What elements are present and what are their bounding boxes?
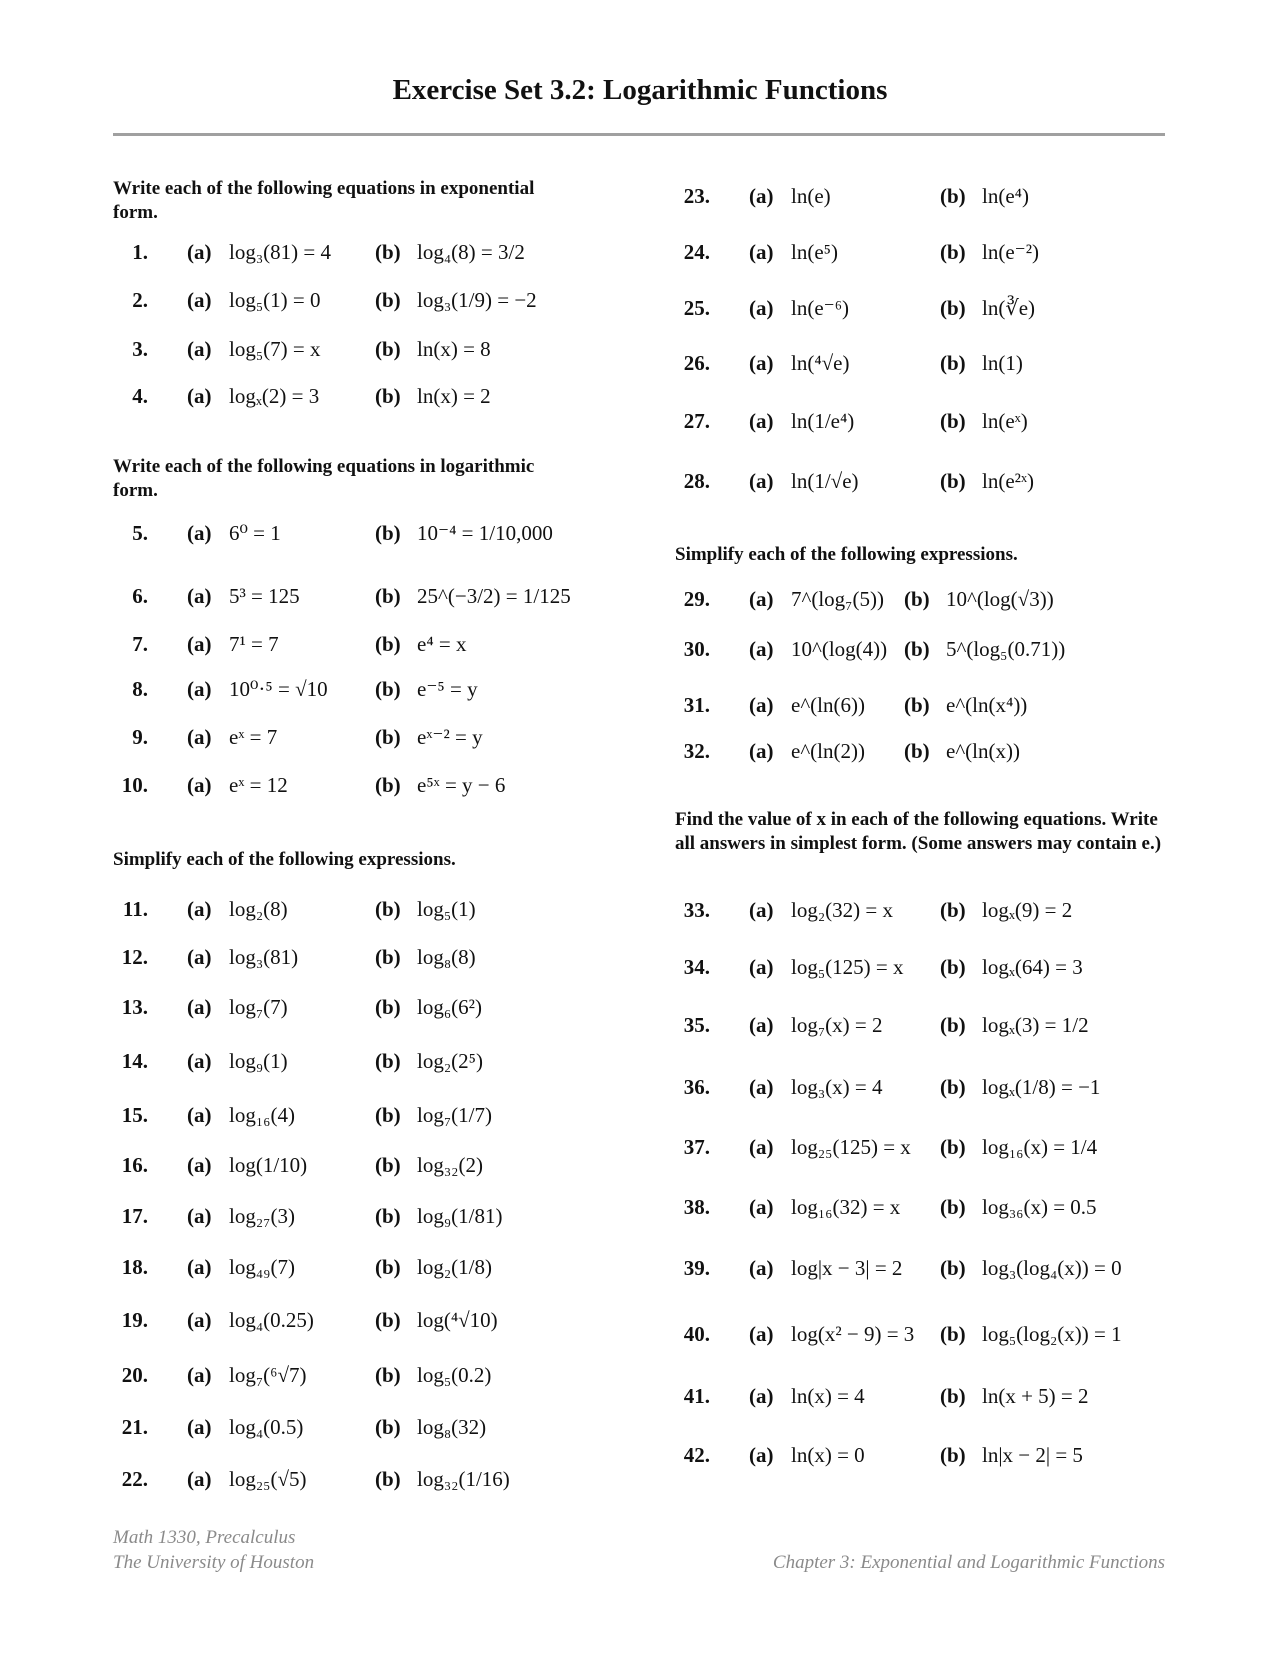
problem-31: [670, 693, 1190, 723]
part-a-label: (a): [749, 240, 774, 264]
part-a-expression: log₇(7): [229, 995, 288, 1019]
part-b-label: (b): [940, 240, 966, 264]
part-b-label: (b): [940, 1013, 966, 1037]
problem-33: [670, 898, 1190, 928]
part-b-label: (b): [375, 1467, 401, 1491]
problem-42: [670, 1443, 1190, 1473]
problem-37: [670, 1135, 1190, 1165]
problem-number: 24.: [683, 240, 710, 264]
footer-course: Math 1330, Precalculus: [113, 1527, 296, 1548]
part-b-label: (b): [375, 725, 401, 749]
problem-number: 1.: [132, 240, 148, 264]
part-b-label: (b): [940, 409, 966, 433]
problem-12: [108, 945, 628, 975]
part-b-expression: log(⁴√10): [417, 1308, 498, 1332]
part-b-label: (b): [940, 1443, 966, 1467]
problem-40: [670, 1322, 1190, 1352]
part-a-expression: log₂(8): [229, 897, 288, 921]
part-b-expression: e⁴ = x: [417, 632, 467, 656]
part-b-label: (b): [375, 288, 401, 312]
problem-number: 23.: [683, 184, 710, 208]
footer-left: [113, 1525, 314, 1575]
part-b-label: (b): [375, 337, 401, 361]
part-a-expression: 6⁰ = 1: [229, 521, 281, 545]
part-a-label: (a): [187, 773, 212, 797]
problem-number: 26.: [683, 351, 710, 375]
part-a-label: (a): [187, 1415, 212, 1439]
problem-number: 27.: [683, 409, 710, 433]
part-a-label: (a): [749, 898, 774, 922]
footer-right: Chapter 3: Exponential and Logarithmic Functions: [772, 1552, 1165, 1573]
part-b-label: (b): [940, 1135, 966, 1159]
part-b-label: (b): [375, 1255, 401, 1279]
problem-number: 21.: [121, 1415, 148, 1439]
part-a-label: (a): [187, 1467, 212, 1491]
problem-number: 36.: [683, 1075, 710, 1099]
part-b-label: (b): [940, 1256, 966, 1280]
problem-number: 37.: [683, 1135, 710, 1159]
problem-4: [108, 384, 628, 414]
part-a-expression: log₄(0.5): [229, 1415, 304, 1439]
part-a-expression: e^(ln(2)): [791, 739, 865, 763]
problem-9: [108, 725, 628, 755]
part-b-expression: log₃(1/9) = −2: [417, 288, 537, 312]
footer-university: The University of Houston: [113, 1552, 315, 1573]
part-a-expression: ln(1/√e): [791, 469, 859, 493]
part-a-label: (a): [187, 288, 212, 312]
problem-1: [108, 240, 628, 270]
problem-15: [108, 1103, 628, 1133]
part-b-label: (b): [904, 587, 930, 611]
part-b-expression: 5^(log₅(0.71)): [946, 637, 1066, 661]
section-instruction-1: Write each of the following equations in exponential form.: [113, 178, 535, 223]
part-a-expression: log₁₆(4): [229, 1103, 295, 1127]
part-a-label: (a): [749, 469, 774, 493]
problem-number: 40.: [683, 1322, 710, 1346]
problem-number: 2.: [132, 288, 148, 312]
problem-27: [670, 409, 1190, 439]
part-b-label: (b): [940, 898, 966, 922]
part-a-expression: log₁₆(32) = x: [791, 1195, 901, 1219]
part-a-label: (a): [749, 1256, 774, 1280]
part-a-expression: e^(ln(6)): [791, 693, 865, 717]
part-a-label: (a): [187, 521, 212, 545]
part-a-label: (a): [749, 296, 774, 320]
part-b-expression: logₓ(9) = 2: [982, 898, 1073, 922]
part-a-expression: ln(e⁵): [791, 240, 838, 264]
part-b-label: (b): [904, 637, 930, 661]
problem-number: 10.: [121, 773, 148, 797]
part-b-expression: log₇(1/7): [417, 1103, 492, 1127]
part-a-expression: log₉(1): [229, 1049, 288, 1073]
part-b-expression: logₓ(1/8) = −1: [982, 1075, 1101, 1099]
part-b-expression: ln|x − 2| = 5: [982, 1443, 1083, 1467]
part-a-label: (a): [187, 995, 212, 1019]
problem-number: 6.: [132, 584, 148, 608]
problem-number: 42.: [683, 1443, 710, 1467]
part-b-label: (b): [940, 1384, 966, 1408]
problem-41: [670, 1384, 1190, 1414]
problem-number: 41.: [683, 1384, 710, 1408]
part-b-label: (b): [375, 1153, 401, 1177]
problem-number: 5.: [132, 521, 148, 545]
part-b-expression: ln(∛e): [982, 296, 1036, 320]
part-b-label: (b): [375, 1415, 401, 1439]
part-b-label: (b): [904, 693, 930, 717]
problem-11: [108, 897, 628, 927]
problem-35: [670, 1013, 1190, 1043]
part-a-label: (a): [749, 1322, 774, 1346]
part-b-label: (b): [375, 632, 401, 656]
problem-17: [108, 1204, 628, 1234]
part-b-expression: e⁵ˣ = y − 6: [417, 773, 506, 797]
part-b-expression: eˣ⁻² = y: [417, 725, 483, 749]
problem-number: 9.: [132, 725, 148, 749]
part-a-expression: log(1/10): [229, 1153, 308, 1177]
part-a-expression: eˣ = 12: [229, 773, 288, 797]
part-b-expression: ln(x + 5) = 2: [982, 1384, 1089, 1408]
section-instruction-2: Write each of the following equations in logarithmic form.: [113, 456, 535, 501]
part-a-label: (a): [749, 1384, 774, 1408]
part-a-expression: ln(x) = 0: [791, 1443, 865, 1467]
problem-number: 3.: [132, 337, 148, 361]
problem-number: 22.: [121, 1467, 148, 1491]
part-a-expression: log₄₉(7): [229, 1255, 295, 1279]
problem-number: 17.: [121, 1204, 148, 1228]
section-instruction-3: Simplify each of the following expressions.: [113, 849, 456, 870]
problem-number: 11.: [122, 897, 148, 921]
problem-2: [108, 288, 628, 318]
part-a-expression: logₓ(2) = 3: [229, 384, 320, 408]
section-instruction-5: Find the value of x in each of the following equations. Write all answers in simplest form. (Some answers may contain e.): [675, 809, 1162, 854]
part-b-label: (b): [375, 945, 401, 969]
problem-7: [108, 632, 628, 662]
problem-10: [108, 773, 628, 803]
problem-24: [670, 240, 1190, 270]
part-a-label: (a): [749, 351, 774, 375]
part-a-expression: log₃(x) = 4: [791, 1075, 883, 1099]
problem-6: [108, 584, 628, 614]
part-b-label: (b): [375, 240, 401, 264]
problem-number: 35.: [683, 1013, 710, 1037]
part-b-expression: e⁻⁵ = y: [417, 677, 478, 701]
part-a-expression: log|x − 3| = 2: [791, 1256, 903, 1280]
part-b-label: (b): [375, 897, 401, 921]
part-a-label: (a): [749, 1195, 774, 1219]
part-b-expression: ln(x) = 2: [417, 384, 491, 408]
part-b-expression: log₉(1/81): [417, 1204, 503, 1228]
part-b-label: (b): [375, 1308, 401, 1332]
part-a-expression: log(x² − 9) = 3: [791, 1322, 915, 1346]
part-a-expression: log₃(81): [229, 945, 299, 969]
problem-38: [670, 1195, 1190, 1225]
part-b-expression: ln(x) = 8: [417, 337, 491, 361]
part-a-expression: eˣ = 7: [229, 725, 278, 749]
part-a-expression: log₃(81) = 4: [229, 240, 331, 264]
problem-number: 20.: [121, 1363, 148, 1387]
problem-16: [108, 1153, 628, 1183]
part-a-label: (a): [749, 587, 774, 611]
problem-number: 18.: [121, 1255, 148, 1279]
part-b-expression: log₅(0.2): [417, 1363, 492, 1387]
problem-number: 31.: [683, 693, 710, 717]
part-b-expression: log₆(6²): [417, 995, 482, 1019]
part-b-label: (b): [375, 584, 401, 608]
part-a-expression: log₅(1) = 0: [229, 288, 321, 312]
problem-25: [670, 296, 1190, 326]
problem-36: [670, 1075, 1190, 1105]
part-b-label: (b): [375, 995, 401, 1019]
problem-20: [108, 1363, 628, 1393]
part-b-expression: 10^(log(√3)): [946, 587, 1054, 611]
part-b-label: (b): [940, 469, 966, 493]
problem-number: 33.: [683, 898, 710, 922]
part-b-expression: log₁₆(x) = 1/4: [982, 1135, 1098, 1159]
part-b-expression: ln(1): [982, 351, 1023, 375]
part-b-expression: ln(e²ˣ): [982, 469, 1035, 493]
problem-number: 15.: [121, 1103, 148, 1127]
problem-32: [670, 739, 1190, 769]
part-a-label: (a): [187, 584, 212, 608]
problem-28: [670, 469, 1190, 499]
part-a-label: (a): [187, 677, 212, 701]
part-a-expression: ln(e⁻⁶): [791, 296, 850, 320]
part-b-label: (b): [940, 351, 966, 375]
part-a-label: (a): [749, 184, 774, 208]
part-b-label: (b): [940, 296, 966, 320]
part-a-expression: log₂(32) = x: [791, 898, 893, 922]
part-a-label: (a): [187, 725, 212, 749]
part-b-expression: log₅(1): [417, 897, 476, 921]
problem-19: [108, 1308, 628, 1338]
problem-3: [108, 337, 628, 367]
part-b-expression: log₃₂(2): [417, 1153, 483, 1177]
part-a-label: (a): [187, 337, 212, 361]
problem-number: 30.: [683, 637, 710, 661]
part-a-expression: log₅(7) = x: [229, 337, 321, 361]
problem-number: 32.: [683, 739, 710, 763]
problem-number: 13.: [121, 995, 148, 1019]
problem-number: 4.: [132, 384, 148, 408]
part-b-expression: ln(eˣ): [982, 409, 1028, 433]
part-a-expression: ln(e): [791, 184, 831, 208]
problem-34: [670, 955, 1190, 985]
part-a-label: (a): [749, 1075, 774, 1099]
part-a-label: (a): [749, 409, 774, 433]
part-a-label: (a): [187, 897, 212, 921]
part-b-label: (b): [904, 739, 930, 763]
problem-29: [670, 587, 1190, 617]
part-b-expression: ln(e⁻²): [982, 240, 1040, 264]
part-b-expression: log₃(log₄(x)) = 0: [982, 1256, 1122, 1280]
problem-23: [670, 184, 1190, 214]
part-b-expression: log₈(8): [417, 945, 476, 969]
part-a-label: (a): [187, 1255, 212, 1279]
part-a-label: (a): [749, 1013, 774, 1037]
section-instruction-4: Simplify each of the following expressions.: [675, 544, 1018, 565]
part-a-expression: log₅(125) = x: [791, 955, 904, 979]
part-b-label: (b): [375, 1204, 401, 1228]
part-b-expression: log₈(32): [417, 1415, 487, 1439]
problem-13: [108, 995, 628, 1025]
part-b-expression: ln(e⁴): [982, 184, 1029, 208]
problem-18: [108, 1255, 628, 1285]
part-a-expression: 10⁰·⁵ = √10: [229, 677, 328, 701]
part-a-expression: log₂₅(125) = x: [791, 1135, 911, 1159]
problem-number: 29.: [683, 587, 710, 611]
part-a-label: (a): [187, 240, 212, 264]
page-title: Exercise Set 3.2: Logarithmic Functions: [392, 74, 888, 106]
part-a-label: (a): [187, 1103, 212, 1127]
problem-22: [108, 1467, 628, 1497]
problem-number: 19.: [121, 1308, 148, 1332]
part-a-label: (a): [749, 693, 774, 717]
part-a-expression: log₂₅(√5): [229, 1467, 307, 1491]
problem-30: [670, 637, 1190, 667]
part-a-expression: ln(⁴√e): [791, 351, 850, 375]
part-a-label: (a): [749, 637, 774, 661]
part-b-label: (b): [375, 1049, 401, 1073]
part-b-label: (b): [375, 1363, 401, 1387]
part-a-label: (a): [749, 1443, 774, 1467]
problem-number: 14.: [121, 1049, 148, 1073]
part-b-expression: 25^(−3/2) = 1/125: [417, 584, 571, 608]
problem-number: 34.: [683, 955, 710, 979]
part-a-label: (a): [749, 955, 774, 979]
part-a-expression: 7^(log₇(5)): [791, 587, 884, 611]
problem-number: 39.: [683, 1256, 710, 1280]
part-a-label: (a): [187, 1049, 212, 1073]
part-b-label: (b): [940, 184, 966, 208]
part-a-label: (a): [187, 632, 212, 656]
part-a-expression: 5³ = 125: [229, 584, 300, 608]
problem-21: [108, 1415, 628, 1445]
part-b-expression: 10⁻⁴ = 1/10,000: [417, 521, 553, 545]
problem-number: 12.: [121, 945, 148, 969]
part-b-expression: log₂(1/8): [417, 1255, 492, 1279]
part-b-expression: log₂(2⁵): [417, 1049, 483, 1073]
problem-number: 7.: [132, 632, 148, 656]
part-a-label: (a): [187, 1308, 212, 1332]
part-a-label: (a): [749, 739, 774, 763]
part-b-label: (b): [940, 1322, 966, 1346]
part-b-expression: log₄(8) = 3/2: [417, 240, 525, 264]
problem-39: [670, 1256, 1190, 1286]
part-b-label: (b): [940, 1195, 966, 1219]
part-b-label: (b): [375, 521, 401, 545]
problem-26: [670, 351, 1190, 381]
part-a-label: (a): [187, 384, 212, 408]
part-a-expression: log₇(⁶√7): [229, 1363, 307, 1387]
part-a-expression: ln(x) = 4: [791, 1384, 865, 1408]
part-a-label: (a): [187, 1204, 212, 1228]
part-b-expression: e^(ln(x⁴)): [946, 693, 1028, 717]
part-b-expression: log₃₂(1/16): [417, 1467, 510, 1491]
part-a-expression: log₄(0.25): [229, 1308, 314, 1332]
problem-number: 28.: [683, 469, 710, 493]
part-a-expression: log₂₇(3): [229, 1204, 295, 1228]
part-b-expression: logₓ(3) = 1/2: [982, 1013, 1089, 1037]
problem-8: [108, 677, 628, 707]
part-a-expression: 10^(log(4)): [791, 637, 888, 661]
part-b-expression: e^(ln(x)): [946, 739, 1020, 763]
problem-14: [108, 1049, 628, 1079]
part-b-label: (b): [375, 773, 401, 797]
part-b-label: (b): [375, 1103, 401, 1127]
part-b-expression: log₅(log₂(x)) = 1: [982, 1322, 1122, 1346]
part-b-label: (b): [940, 955, 966, 979]
problem-number: 16.: [121, 1153, 148, 1177]
part-a-expression: 7¹ = 7: [229, 632, 279, 656]
problem-5: [108, 521, 628, 551]
part-a-expression: log₇(x) = 2: [791, 1013, 883, 1037]
part-a-label: (a): [187, 1153, 212, 1177]
part-a-label: (a): [749, 1135, 774, 1159]
part-b-expression: logₓ(64) = 3: [982, 955, 1083, 979]
problem-number: 38.: [683, 1195, 710, 1219]
part-a-label: (a): [187, 1363, 212, 1387]
part-a-label: (a): [187, 945, 212, 969]
part-b-label: (b): [375, 384, 401, 408]
part-a-expression: ln(1/e⁴): [791, 409, 855, 433]
part-b-expression: log₃₆(x) = 0.5: [982, 1195, 1097, 1219]
part-b-label: (b): [940, 1075, 966, 1099]
part-b-label: (b): [375, 677, 401, 701]
problem-number: 25.: [683, 296, 710, 320]
problem-number: 8.: [132, 677, 148, 701]
